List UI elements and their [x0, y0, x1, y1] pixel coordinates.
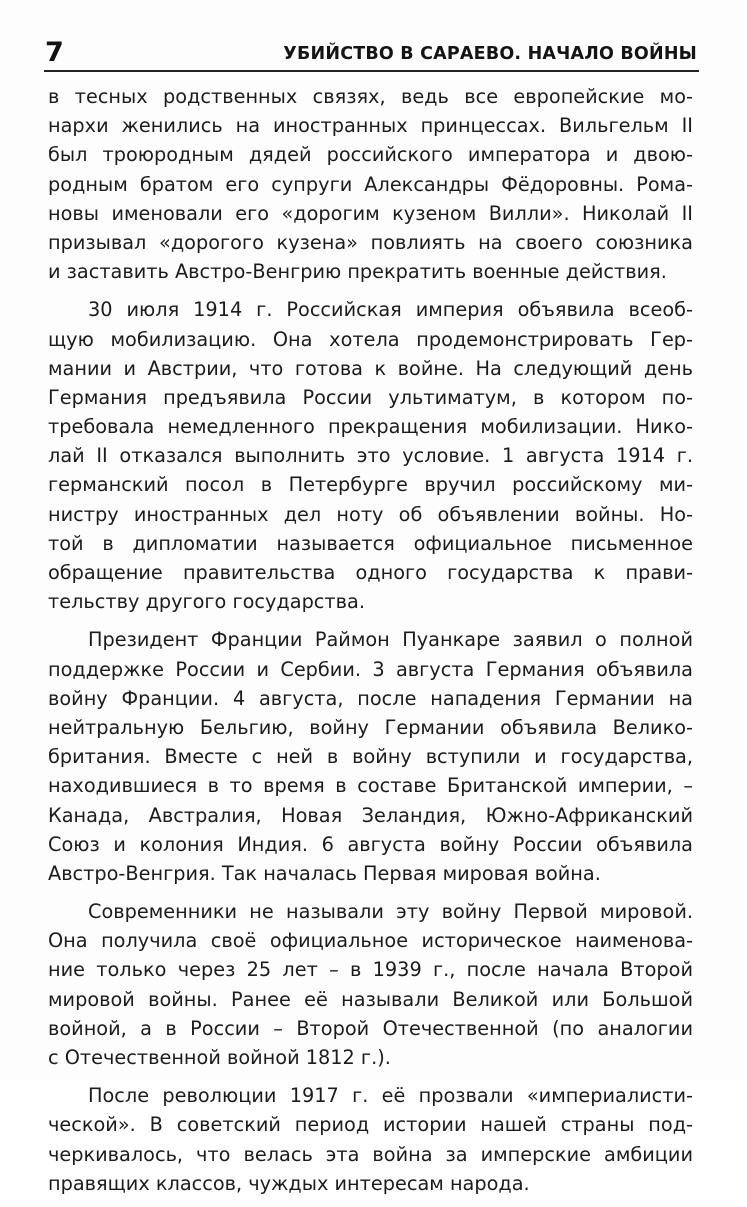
text-line: германский посол в Петербурге вручил российскому ми- [48, 473, 693, 497]
paragraph [48, 625, 693, 888]
text-line: войной, а в России – Второй Отечественной (по аналогии [48, 1016, 693, 1040]
text-line: ческой». В советский период истории нашей страны под- [48, 1113, 693, 1137]
text-line: Австро-Венгрия. Так началась Первая мировая война. [48, 861, 601, 885]
text-line: Германия предъявила России ультиматум, в котором по- [48, 385, 693, 409]
text-line: нейтральную Бельгию, войну Германии объявила Велико- [48, 715, 693, 739]
text-line: Современники не называли эту войну Первой мировой. [88, 900, 693, 924]
text-line: правящих классов, чуждых интересам народа. [48, 1171, 530, 1195]
text-line: призывал «дорогого кузена» повлиять на своего союзника [48, 230, 693, 254]
text-line: ние только через 25 лет – в 1939 г., после начала Второй [48, 958, 693, 982]
text-line: Союз и колония Индия. 6 августа войну России объявила [48, 832, 693, 856]
text-line: тельству другого государства. [48, 590, 365, 614]
paragraph [48, 82, 693, 286]
running-title: УБИЙСТВО В САРАЕВО. НАЧАЛО ВОЙНЫ [283, 44, 697, 64]
text-line: родным братом его супруги Александры Фёдоровны. Рома- [48, 172, 693, 196]
page-header [45, 30, 697, 66]
text-line: Она получила своё официальное историческое наименова- [48, 929, 693, 953]
text-line: и заставить Австро-Венгрию прекратить военные действия. [48, 260, 667, 284]
text-line: в тесных родственных связях, ведь все европейские мо- [48, 85, 693, 108]
text-line: Президент Франции Раймон Пуанкаре заявил о полной [88, 628, 693, 652]
paragraph [48, 295, 693, 616]
text-line: мировой войны. Ранее её называли Великой или Большой [48, 987, 693, 1011]
text-line: был троюродным дядей российского императора и двою- [48, 143, 693, 167]
text-line: поддержке России и Сербии. 3 августа Германия объявила [48, 657, 693, 681]
text-line: находившиеся в то время в составе Британской империи, – [48, 774, 693, 798]
text-line: нархи женились на иностранных принцессах. Вильгельм II [48, 114, 693, 138]
text-line: лай II отказался выполнить это условие. 1 августа 1914 г. [48, 444, 693, 468]
text-line: Канада, Австралия, Новая Зеландия, Южно-Африканский [48, 803, 693, 827]
text-line: с Отечественной войной 1812 г.). [48, 1046, 391, 1069]
text-line: требовала немедленного прекращения мобилизации. Нико- [48, 415, 693, 439]
text-line: нистру иностранных дел ноту об объявлении войны. Но- [48, 502, 693, 526]
text-line: новы именовали его «дорогим кузеном Вилли». Николай II [48, 201, 693, 225]
text-line: мании и Австрии, что готова к войне. На следующий день [48, 356, 693, 380]
header-rule [44, 70, 699, 72]
paragraph [48, 897, 693, 1072]
text-line: обращение правительства одного государства к прави- [48, 561, 693, 584]
text-line: 30 июля 1914 г. Российская империя объявила всеоб- [88, 298, 693, 322]
text-line: После революции 1917 г. её прозвали «империалисти- [88, 1084, 693, 1108]
text-line: черкивалось, что велась эта война за имперские амбиции [48, 1142, 693, 1166]
text-line: щую мобилизацию. Она хотела продемонстрировать Гер- [48, 327, 693, 351]
text-line: войну Франции. 4 августа, после нападения Германии на [48, 686, 693, 710]
page-number: 7 [45, 37, 64, 68]
text-line: той в дипломатии называется официальное письменное [48, 531, 693, 555]
paragraph [48, 1081, 693, 1198]
body-text [48, 82, 693, 1207]
text-line: британия. Вместе с ней в войну вступили и государства, [48, 745, 693, 769]
